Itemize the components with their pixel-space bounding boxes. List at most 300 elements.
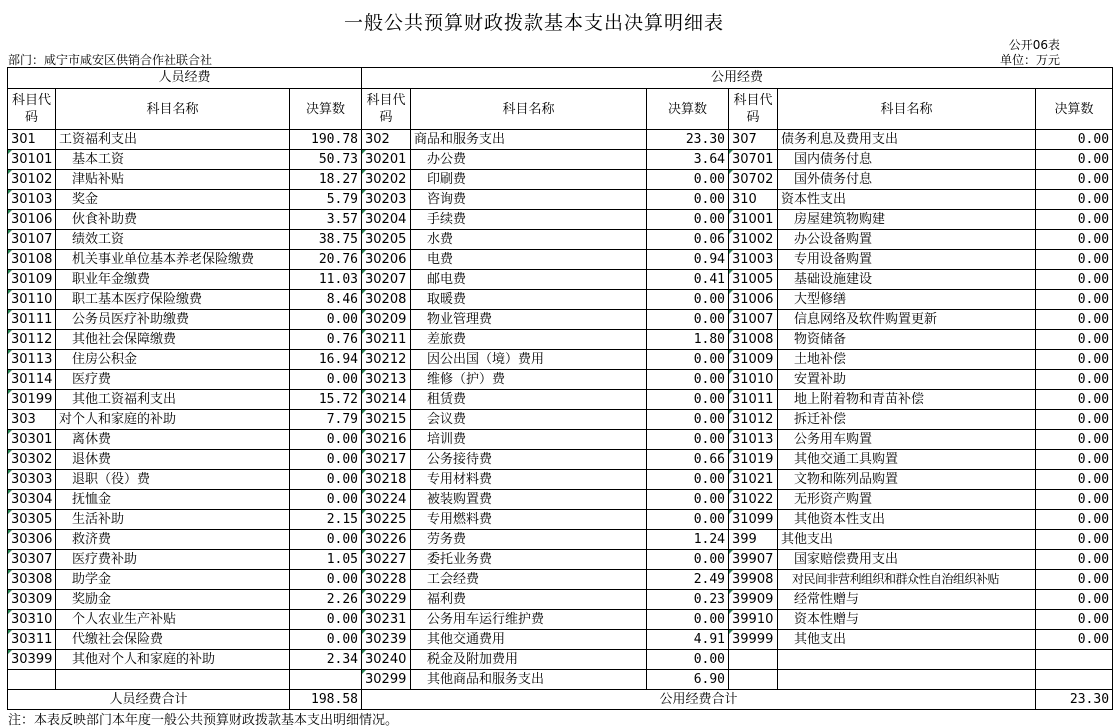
subject-name-cell: 咨询费 xyxy=(411,190,647,210)
subject-code-cell: 30203 xyxy=(362,190,411,210)
subject-code-cell: 30211 xyxy=(362,330,411,350)
subject-name-cell: 公务用车运行维护费 xyxy=(411,610,647,630)
amount-cell: 16.94 xyxy=(290,350,362,370)
table-row xyxy=(8,350,1113,370)
amount-cell: 3.64 xyxy=(647,150,729,170)
subject-name-cell: 培训费 xyxy=(411,430,647,450)
subject-code-cell: 31001 xyxy=(729,210,778,230)
amount-cell: 0.00 xyxy=(1036,430,1113,450)
subject-code-cell: 30213 xyxy=(362,370,411,390)
name-header: 科目名称 xyxy=(411,89,647,130)
amount-cell: 0.00 xyxy=(290,490,362,510)
amount-cell: 0.41 xyxy=(647,270,729,290)
personnel-total-label: 人员经费合计 xyxy=(8,690,290,710)
amount-cell: 0.00 xyxy=(1036,630,1113,650)
amount-cell: 0.00 xyxy=(647,370,729,390)
subject-code-cell: 31003 xyxy=(729,250,778,270)
table-row xyxy=(8,410,1113,430)
subject-code-cell: 30111 xyxy=(8,310,56,330)
subject-name-cell: 医疗费 xyxy=(56,370,290,390)
subject-name-cell: 邮电费 xyxy=(411,270,647,290)
subject-code-cell: 30225 xyxy=(362,510,411,530)
amount-cell: 0.00 xyxy=(647,310,729,330)
table-row xyxy=(8,390,1113,410)
public-header: 公用经费 xyxy=(362,68,1113,89)
subject-name-cell: 公务接待费 xyxy=(411,450,647,470)
amount-cell: 0.00 xyxy=(647,170,729,190)
amount-cell: 0.00 xyxy=(1036,130,1113,150)
table-row xyxy=(8,230,1113,250)
report-title: 一般公共预算财政拨款基本支出决算明细表 xyxy=(343,12,724,34)
table-row xyxy=(8,530,1113,550)
subject-code-cell: 30218 xyxy=(362,470,411,490)
subject-code-cell: 30212 xyxy=(362,350,411,370)
subject-code-cell: 30309 xyxy=(8,590,56,610)
amount-cell: 0.00 xyxy=(1036,530,1113,550)
subject-name-cell: 因公出国（境）费用 xyxy=(411,350,647,370)
table-row xyxy=(8,430,1113,450)
table-row xyxy=(8,590,1113,610)
amount-cell: 0.66 xyxy=(647,450,729,470)
amount-cell: 0.00 xyxy=(1036,310,1113,330)
table-row xyxy=(8,290,1113,310)
subject-code-cell: 31022 xyxy=(729,490,778,510)
table-row xyxy=(8,450,1113,470)
subject-code-cell: 39907 xyxy=(729,550,778,570)
subject-name-cell: 离休费 xyxy=(56,430,290,450)
subject-name-cell: 职工基本医疗保险缴费 xyxy=(56,290,290,310)
amount-cell: 6.90 xyxy=(647,670,729,690)
amount-cell: 0.00 xyxy=(290,430,362,450)
table-row xyxy=(8,310,1113,330)
subject-name-cell: 土地补偿 xyxy=(778,350,1036,370)
amount-cell: 20.76 xyxy=(290,250,362,270)
subject-code-cell: 30207 xyxy=(362,270,411,290)
subject-name-cell: 税金及附加费用 xyxy=(411,650,647,670)
amount-cell: 0.00 xyxy=(1036,510,1113,530)
amount-cell: 4.91 xyxy=(647,630,729,650)
subject-code-cell: 30239 xyxy=(362,630,411,650)
subject-code-cell: 30226 xyxy=(362,530,411,550)
subject-name-cell: 国家赔偿费用支出 xyxy=(778,550,1036,570)
subject-code-cell: 30304 xyxy=(8,490,56,510)
subject-code-cell: 30103 xyxy=(8,190,56,210)
subject-code-cell: 30214 xyxy=(362,390,411,410)
subject-code-cell: 30102 xyxy=(8,170,56,190)
subject-code-cell: 30299 xyxy=(362,670,411,690)
subject-code-cell: 30308 xyxy=(8,570,56,590)
subject-code-cell: 30202 xyxy=(362,170,411,190)
subject-code-cell: 39909 xyxy=(729,590,778,610)
subject-name-cell: 对民间非营利组织和群众性自治组织补贴 xyxy=(778,570,1036,590)
subject-name-cell: 机关事业单位基本养老保险缴费 xyxy=(56,250,290,270)
subject-code-cell: 30701 xyxy=(729,150,778,170)
amount-cell: 0.00 xyxy=(1036,370,1113,390)
amount-cell: 0.00 xyxy=(290,310,362,330)
subject-name-cell: 物业管理费 xyxy=(411,310,647,330)
amount-cell: 8.46 xyxy=(290,290,362,310)
amount-cell: 0.00 xyxy=(647,290,729,310)
amount-cell: 0.00 xyxy=(1036,610,1113,630)
subject-name-cell: 奖金 xyxy=(56,190,290,210)
personnel-total-value: 198.58 xyxy=(290,690,362,710)
amount-header: 决算数 xyxy=(290,89,362,130)
subject-code-cell: 30215 xyxy=(362,410,411,430)
subject-code-cell: 31002 xyxy=(729,230,778,250)
amount-cell: 0.00 xyxy=(1036,490,1113,510)
subject-code-cell: 31005 xyxy=(729,270,778,290)
subject-code-cell: 30399 xyxy=(8,650,56,670)
subject-code-cell: 30228 xyxy=(362,570,411,590)
table-row xyxy=(8,190,1113,210)
subject-name-cell: 退职（役）费 xyxy=(56,470,290,490)
subject-code-cell: 30305 xyxy=(8,510,56,530)
amount-cell: 15.72 xyxy=(290,390,362,410)
subject-name-cell: 工会经费 xyxy=(411,570,647,590)
subject-code-cell: 31008 xyxy=(729,330,778,350)
public-total-value: 23.30 xyxy=(1036,690,1113,710)
subject-name-cell: 会议费 xyxy=(411,410,647,430)
amount-cell: 0.00 xyxy=(647,650,729,670)
subject-code-cell: 31013 xyxy=(729,430,778,450)
subject-name-cell: 债务利息及费用支出 xyxy=(778,130,1036,150)
amount-cell: 0.00 xyxy=(647,470,729,490)
expenditure-table xyxy=(7,67,1113,710)
subject-name-cell: 助学金 xyxy=(56,570,290,590)
amount-cell: 190.78 xyxy=(290,130,362,150)
amount-cell: 0.00 xyxy=(1036,570,1113,590)
subject-code-cell: 30216 xyxy=(362,430,411,450)
table-row xyxy=(8,610,1113,630)
subject-code-cell: 31006 xyxy=(729,290,778,310)
subject-code-cell: 30204 xyxy=(362,210,411,230)
subject-name-cell: 租赁费 xyxy=(411,390,647,410)
name-header: 科目名称 xyxy=(778,89,1036,130)
subject-code-cell: 31021 xyxy=(729,470,778,490)
subject-code-cell: 30109 xyxy=(8,270,56,290)
subject-name-cell: 伙食补助费 xyxy=(56,210,290,230)
subject-code-cell: 30224 xyxy=(362,490,411,510)
totals-row xyxy=(8,690,1113,710)
amount-cell: 0.00 xyxy=(1036,150,1113,170)
subject-code-cell: 30240 xyxy=(362,650,411,670)
subject-name-cell: 代缴社会保险费 xyxy=(56,630,290,650)
subject-code-cell: 39999 xyxy=(729,630,778,650)
subject-name-cell: 退休费 xyxy=(56,450,290,470)
table-row xyxy=(8,170,1113,190)
amount-cell: 0.00 xyxy=(647,610,729,630)
amount-cell: 0.00 xyxy=(647,410,729,430)
subject-code-cell: 302 xyxy=(362,130,411,150)
amount-cell xyxy=(1036,670,1113,690)
subject-code-cell: 30101 xyxy=(8,150,56,170)
amount-cell: 0.00 xyxy=(1036,170,1113,190)
subject-name-cell: 其他资本性支出 xyxy=(778,510,1036,530)
subject-name-cell: 救济费 xyxy=(56,530,290,550)
amount-cell: 38.75 xyxy=(290,230,362,250)
subject-name-cell xyxy=(778,650,1036,670)
amount-cell: 0.00 xyxy=(290,530,362,550)
subject-name-cell: 其他支出 xyxy=(778,530,1036,550)
subject-code-cell: 30209 xyxy=(362,310,411,330)
subject-name-cell: 其他工资福利支出 xyxy=(56,390,290,410)
subject-name-cell: 其他交通工具购置 xyxy=(778,450,1036,470)
amount-cell: 0.23 xyxy=(647,590,729,610)
amount-cell: 0.00 xyxy=(1036,190,1113,210)
subject-name-cell: 专用设备购置 xyxy=(778,250,1036,270)
amount-cell: 0.06 xyxy=(647,230,729,250)
subject-code-cell: 30108 xyxy=(8,250,56,270)
subject-name-cell: 工资福利支出 xyxy=(56,130,290,150)
amount-cell: 23.30 xyxy=(647,130,729,150)
table-row xyxy=(8,330,1113,350)
amount-cell: 0.00 xyxy=(290,630,362,650)
subject-code-cell: 303 xyxy=(8,410,56,430)
amount-cell: 0.00 xyxy=(647,390,729,410)
subject-code-cell: 30199 xyxy=(8,390,56,410)
subject-name-cell: 基本工资 xyxy=(56,150,290,170)
amount-cell: 50.73 xyxy=(290,150,362,170)
subject-code-cell: 30107 xyxy=(8,230,56,250)
table-row xyxy=(8,470,1113,490)
subject-code-cell: 31009 xyxy=(729,350,778,370)
subject-code-cell: 30310 xyxy=(8,610,56,630)
amount-cell: 2.34 xyxy=(290,650,362,670)
table-row xyxy=(8,130,1113,150)
subject-code-cell: 30306 xyxy=(8,530,56,550)
subject-name-cell: 公务员医疗补助缴费 xyxy=(56,310,290,330)
subject-code-cell: 30311 xyxy=(8,630,56,650)
public-total-label: 公用经费合计 xyxy=(362,690,1036,710)
subject-code-cell: 30229 xyxy=(362,590,411,610)
subject-name-cell: 其他交通费用 xyxy=(411,630,647,650)
amount-cell: 0.00 xyxy=(1036,210,1113,230)
amount-header: 决算数 xyxy=(1036,89,1113,130)
name-header: 科目名称 xyxy=(56,89,290,130)
subject-name-cell: 劳务费 xyxy=(411,530,647,550)
subject-name-cell: 手续费 xyxy=(411,210,647,230)
amount-cell: 0.00 xyxy=(290,570,362,590)
amount-cell: 11.03 xyxy=(290,270,362,290)
subject-name-cell: 基础设施建设 xyxy=(778,270,1036,290)
subject-name-cell: 生活补助 xyxy=(56,510,290,530)
amount-cell: 1.80 xyxy=(647,330,729,350)
subject-name-cell: 差旅费 xyxy=(411,330,647,350)
amount-cell: 0.00 xyxy=(290,610,362,630)
subject-name-cell: 地上附着物和青苗补偿 xyxy=(778,390,1036,410)
subject-code-cell: 30302 xyxy=(8,450,56,470)
subject-code-cell: 31019 xyxy=(729,450,778,470)
subject-code-cell: 31011 xyxy=(729,390,778,410)
amount-cell: 0.00 xyxy=(1036,450,1113,470)
subject-name-cell: 抚恤金 xyxy=(56,490,290,510)
subject-code-cell xyxy=(729,650,778,670)
subject-code-cell: 30307 xyxy=(8,550,56,570)
subject-name-cell: 公务用车购置 xyxy=(778,430,1036,450)
subject-code-cell: 31012 xyxy=(729,410,778,430)
subject-name-cell: 经常性赠与 xyxy=(778,590,1036,610)
subject-name-cell: 其他社会保障缴费 xyxy=(56,330,290,350)
table-row xyxy=(8,550,1113,570)
subject-code-cell: 39910 xyxy=(729,610,778,630)
amount-cell: 0.00 xyxy=(1036,550,1113,570)
personnel-header: 人员经费 xyxy=(8,68,362,89)
amount-cell: 2.26 xyxy=(290,590,362,610)
amount-cell: 0.76 xyxy=(290,330,362,350)
subject-code-cell: 30231 xyxy=(362,610,411,630)
subject-name-cell: 取暖费 xyxy=(411,290,647,310)
subject-code-cell: 30114 xyxy=(8,370,56,390)
subject-code-cell: 301 xyxy=(8,130,56,150)
subject-code-cell: 30217 xyxy=(362,450,411,470)
subject-name-cell: 水费 xyxy=(411,230,647,250)
subject-code-cell: 31099 xyxy=(729,510,778,530)
table-row xyxy=(8,570,1113,590)
subject-name-cell: 大型修缮 xyxy=(778,290,1036,310)
subject-code-cell: 30205 xyxy=(362,230,411,250)
amount-cell xyxy=(1036,650,1113,670)
amount-cell: 1.05 xyxy=(290,550,362,570)
table-row xyxy=(8,630,1113,650)
subject-name-cell: 奖励金 xyxy=(56,590,290,610)
amount-cell: 0.00 xyxy=(647,430,729,450)
subject-code-cell: 30227 xyxy=(362,550,411,570)
subject-name-cell: 医疗费补助 xyxy=(56,550,290,570)
amount-cell: 7.79 xyxy=(290,410,362,430)
table-row xyxy=(8,250,1113,270)
amount-cell: 0.00 xyxy=(290,470,362,490)
subject-name-cell: 印刷费 xyxy=(411,170,647,190)
subject-name-cell: 国内债务付息 xyxy=(778,150,1036,170)
subject-name-cell xyxy=(56,670,290,690)
subject-name-cell: 拆迁补偿 xyxy=(778,410,1036,430)
subject-name-cell: 专用材料费 xyxy=(411,470,647,490)
table-row xyxy=(8,150,1113,170)
amount-header: 决算数 xyxy=(647,89,729,130)
amount-cell xyxy=(290,670,362,690)
amount-cell: 0.94 xyxy=(647,250,729,270)
amount-cell: 0.00 xyxy=(647,210,729,230)
amount-cell: 0.00 xyxy=(647,550,729,570)
subject-name-cell: 无形资产购置 xyxy=(778,490,1036,510)
subject-code-cell: 30106 xyxy=(8,210,56,230)
subject-name-cell: 津贴补贴 xyxy=(56,170,290,190)
amount-cell: 0.00 xyxy=(1036,470,1113,490)
subject-name-cell: 其他支出 xyxy=(778,630,1036,650)
amount-cell: 3.57 xyxy=(290,210,362,230)
subject-code-cell: 30206 xyxy=(362,250,411,270)
subject-name-cell: 其他对个人和家庭的补助 xyxy=(56,650,290,670)
code-header: 科目代码 xyxy=(362,89,411,130)
subject-code-cell: 30208 xyxy=(362,290,411,310)
footnote: 注：本表反映部门本年度一般公共预算财政拨款基本支出明细情况。 xyxy=(8,713,399,728)
subject-name-cell: 物资储备 xyxy=(778,330,1036,350)
subject-name-cell: 房屋建筑物购建 xyxy=(778,210,1036,230)
subject-code-cell: 30113 xyxy=(8,350,56,370)
amount-cell: 0.00 xyxy=(647,510,729,530)
amount-cell: 0.00 xyxy=(647,190,729,210)
subject-name-cell: 个人农业生产补贴 xyxy=(56,610,290,630)
department-label: 部门：咸宁市咸安区供销合作社联合社 xyxy=(8,53,213,67)
subject-code-cell: 39908 xyxy=(729,570,778,590)
subject-name-cell: 文物和陈列品购置 xyxy=(778,470,1036,490)
table-row xyxy=(8,510,1113,530)
subject-name-cell: 国外债务付息 xyxy=(778,170,1036,190)
table-row xyxy=(8,650,1113,670)
subject-code-cell: 307 xyxy=(729,130,778,150)
amount-cell: 0.00 xyxy=(1036,330,1113,350)
code-header: 科目代码 xyxy=(729,89,778,130)
amount-cell: 0.00 xyxy=(290,370,362,390)
subject-name-cell: 电费 xyxy=(411,250,647,270)
subject-name-cell: 信息网络及软件购置更新 xyxy=(778,310,1036,330)
amount-cell: 0.00 xyxy=(647,350,729,370)
amount-cell: 2.15 xyxy=(290,510,362,530)
table-row xyxy=(8,370,1113,390)
subject-name-cell: 职业年金缴费 xyxy=(56,270,290,290)
subject-code-cell: 31010 xyxy=(729,370,778,390)
subject-name-cell: 安置补助 xyxy=(778,370,1036,390)
amount-cell: 0.00 xyxy=(1036,350,1113,370)
subject-name-cell: 维修（护）费 xyxy=(411,370,647,390)
subject-name-cell: 委托业务费 xyxy=(411,550,647,570)
subject-name-cell xyxy=(778,670,1036,690)
subject-code-cell: 31007 xyxy=(729,310,778,330)
amount-cell: 0.00 xyxy=(1036,390,1113,410)
amount-cell: 18.27 xyxy=(290,170,362,190)
form-number: 公开06表 xyxy=(1008,38,1060,52)
subject-code-cell: 30702 xyxy=(729,170,778,190)
subject-name-cell: 商品和服务支出 xyxy=(411,130,647,150)
amount-cell: 0.00 xyxy=(647,490,729,510)
subject-name-cell: 资本性赠与 xyxy=(778,610,1036,630)
subject-name-cell: 专用燃料费 xyxy=(411,510,647,530)
amount-cell: 0.00 xyxy=(1036,410,1113,430)
subject-name-cell: 绩效工资 xyxy=(56,230,290,250)
amount-cell: 5.79 xyxy=(290,190,362,210)
table-row xyxy=(8,490,1113,510)
subject-name-cell: 住房公积金 xyxy=(56,350,290,370)
amount-cell: 1.24 xyxy=(647,530,729,550)
subject-name-cell: 资本性支出 xyxy=(778,190,1036,210)
subject-code-cell xyxy=(729,670,778,690)
table-row xyxy=(8,270,1113,290)
amount-cell: 2.49 xyxy=(647,570,729,590)
subject-code-cell: 399 xyxy=(729,530,778,550)
table-row xyxy=(8,210,1113,230)
amount-cell: 0.00 xyxy=(1036,230,1113,250)
subject-code-cell xyxy=(8,670,56,690)
subject-name-cell: 办公费 xyxy=(411,150,647,170)
code-header: 科目代码 xyxy=(8,89,56,130)
subject-name-cell: 福利费 xyxy=(411,590,647,610)
subject-name-cell: 其他商品和服务支出 xyxy=(411,670,647,690)
amount-cell: 0.00 xyxy=(290,450,362,470)
subject-code-cell: 310 xyxy=(729,190,778,210)
subject-code-cell: 30201 xyxy=(362,150,411,170)
subject-name-cell: 被装购置费 xyxy=(411,490,647,510)
subject-code-cell: 30301 xyxy=(8,430,56,450)
subject-name-cell: 办公设备购置 xyxy=(778,230,1036,250)
subject-name-cell: 对个人和家庭的补助 xyxy=(56,410,290,430)
unit-label: 单位：万元 xyxy=(999,53,1060,67)
subject-code-cell: 30112 xyxy=(8,330,56,350)
amount-cell: 0.00 xyxy=(1036,590,1113,610)
amount-cell: 0.00 xyxy=(1036,250,1113,270)
subject-code-cell: 30303 xyxy=(8,470,56,490)
amount-cell: 0.00 xyxy=(1036,290,1113,310)
amount-cell: 0.00 xyxy=(1036,270,1113,290)
